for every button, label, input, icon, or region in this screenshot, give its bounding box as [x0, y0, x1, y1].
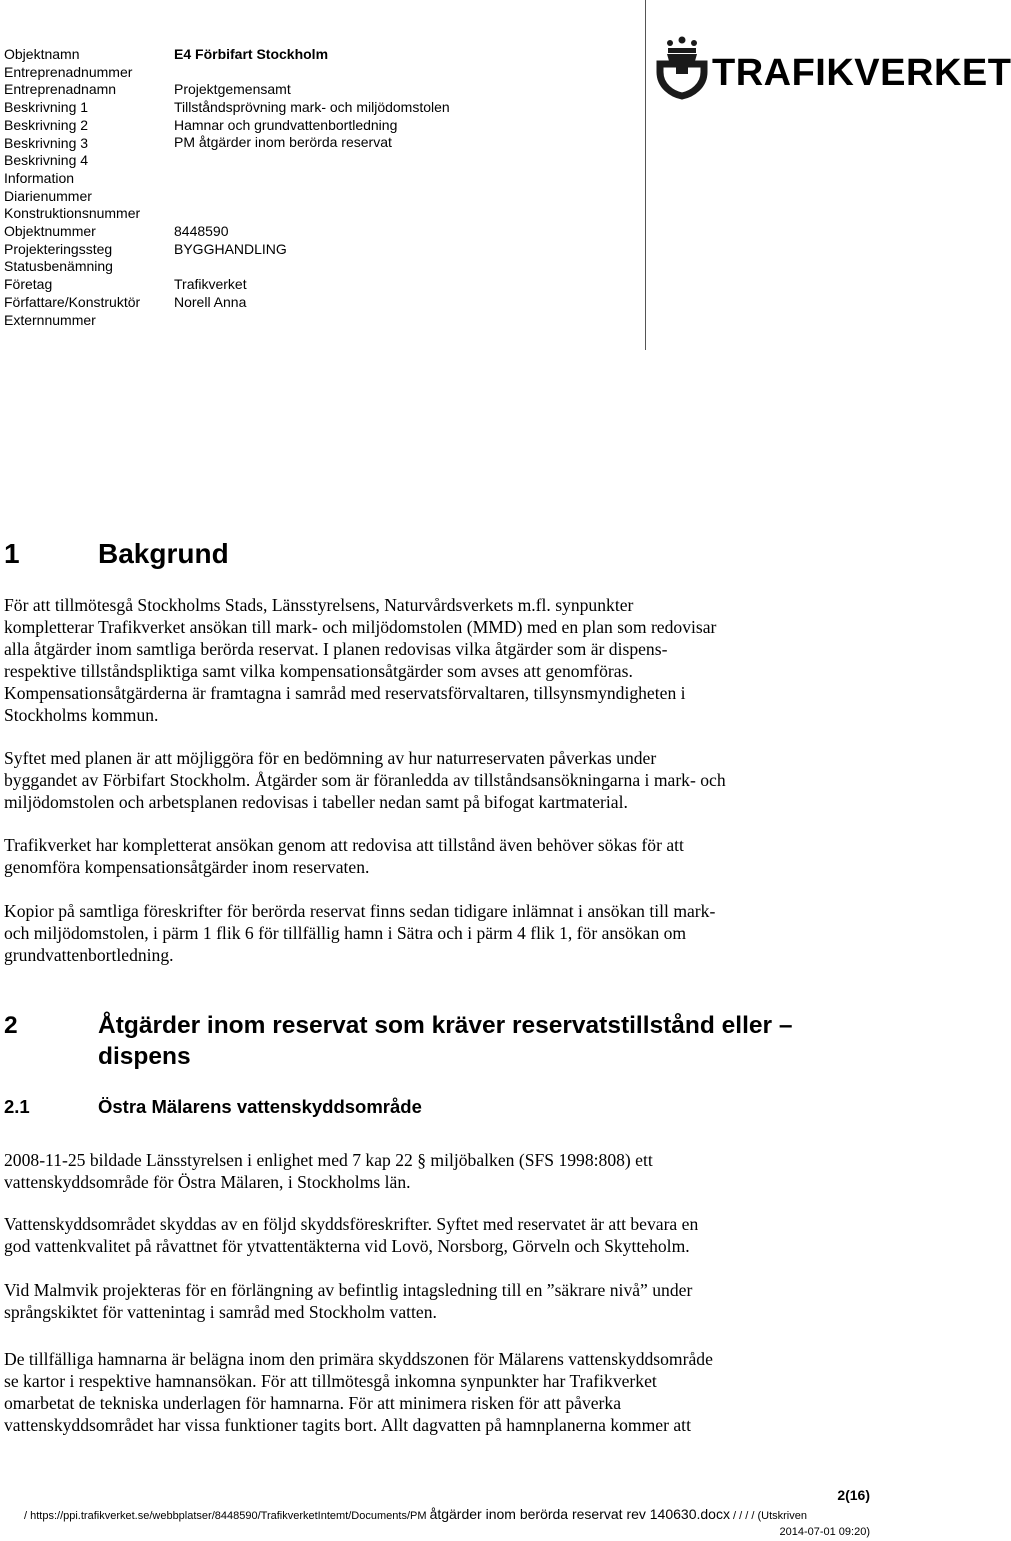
paragraph-line: byggandet av Förbifart Stockholm. Åtgärder som är föranledda av tillståndsansökningarna i mark- och [4, 769, 726, 790]
footer-path-url: / https://ppi.trafikverket.se/webbplatser/8448590/TrafikverketIntemt/Documents/PM [24, 1510, 427, 1522]
beskrivning2-value: Hamnar och grundvattenbortledning [174, 116, 398, 133]
paragraph-4 [4, 901, 934, 967]
metadata-label: Beskrivning 4 [4, 152, 89, 169]
entreprenadnamn-value: Projektgemensamt [174, 81, 291, 98]
metadata-label: Objektnummer [4, 223, 96, 240]
paragraph-line: omarbetat de tekniska underlagen för hamnarna. För att minimera risken för att påverka [4, 1392, 622, 1413]
projekteringssteg-value: BYGGHANDLING [174, 240, 287, 257]
objektnamn-value: E4 Förbifart Stockholm [174, 46, 329, 62]
paragraph-7 [4, 1280, 934, 1324]
metadata-label: Entreprenadnummer [4, 63, 133, 80]
paragraph-line: Vid Malmvik projekteras för en förlängning av befintlig intagsledning till en ”säkrare nivå” under [4, 1280, 693, 1300]
metadata-label: Beskrivning 3 [4, 134, 89, 151]
heading-section-2 [4, 1010, 793, 1072]
objektnummer-value: 8448590 [174, 222, 229, 239]
metadata-label: Information [4, 169, 75, 186]
beskrivning3-value: PM åtgärder inom berörda reservat [174, 134, 392, 151]
foretag-value: Trafikverket [174, 275, 247, 292]
footer-print-date: 2014-07-01 09:20) [779, 1526, 870, 1538]
paragraph-line: språngskiktet för vattenintag i samråd med Stockholm vatten. [4, 1301, 437, 1322]
metadata-label: Beskrivning 2 [4, 116, 89, 133]
paragraph-line: se kartor i respektive hamnansökan. För att tillmötesgå inkomna synpunkter har Trafikverket [4, 1370, 657, 1391]
metadata-label: Diarienummer [4, 187, 92, 204]
paragraph-line: miljödomstolen och arbetsplanen redovisas i tabeller nedan samt på bifogat kartmaterial. [4, 791, 628, 812]
paragraph-line: Stockholms kommun. [4, 704, 159, 725]
footer-path-filename: åtgärder inom berörda reservat rev 140630.docx [429, 1506, 730, 1522]
paragraph-5 [4, 1150, 934, 1194]
paragraph-line: grundvattenbortledning. [4, 944, 174, 965]
forfattare-value: Norell Anna [174, 293, 247, 310]
paragraph-line: genomföra kompensationsåtgärder inom reservaten. [4, 856, 370, 877]
metadata-label: Företag [4, 276, 53, 293]
page-number: 2(16) [837, 1487, 870, 1503]
heading-title: Östra Mälarens vattenskyddsområde [98, 1096, 422, 1117]
heading-title-line2: dispens [98, 1043, 191, 1070]
paragraph-line: För att tillmötesgå Stockholms Stads, Länsstyrelsens, Naturvårdsverkets m.fl. synpunkter [4, 595, 634, 615]
heading-title-line1: Åtgärder inom reservat som kräver reservatstillstånd eller – [98, 1012, 793, 1039]
metadata-label: Beskrivning 1 [4, 99, 89, 116]
paragraph-line: Vattenskyddsområdet skyddas av en följd skyddsföreskrifter. Syftet med reservatet är att bevara en [4, 1214, 699, 1234]
metadata-label: Objektnamn [4, 46, 80, 62]
paragraph-line: alla åtgärder inom samtliga berörda reservat. I planen redovisas vilka åtgärder som är dispens- [4, 638, 668, 659]
entreprenadnummer-value [174, 64, 594, 82]
heading-number: 1 [4, 538, 20, 569]
paragraph-8 [4, 1349, 934, 1437]
paragraph-line: vattenskyddsområdet har vissa funktioner tagits bort. Allt dagvatten på hamnplanerna kommer att [4, 1414, 691, 1435]
metadata-label: Externnummer [4, 311, 96, 328]
paragraph-line: respektive tillståndspliktiga samt vilka kompensationsåtgärder som avses att genomföras. [4, 660, 633, 681]
metadata-label: Projekteringssteg [4, 240, 113, 257]
footer-file-path [24, 1506, 807, 1522]
heading-title: Bakgrund [98, 538, 229, 569]
paragraph-line: Kompensationsåtgärderna är framtagna i samråd med reservatsförvaltaren, tillsynsmyndigheten i [4, 682, 686, 703]
paragraph-line: Trafikverket har kompletterat ansökan genom att redovisa att tillstånd även behöver sökas för att [4, 835, 684, 855]
paragraph-6 [4, 1214, 934, 1258]
paragraph-line: Kopior på samtliga föreskrifter för berörda reservat finns sedan tidigare inlämnat i ansökan till mark- [4, 901, 716, 921]
header-divider [645, 0, 646, 350]
paragraph-line: 2008-11-25 bildade Länsstyrelsen i enlighet med 7 kap 22 § miljöbalken (SFS 1998:808) ett [4, 1150, 653, 1170]
footer-path-tail: / / / / (Utskriven [733, 1510, 807, 1522]
paragraph-line: vattenskyddsområde för Östra Mälaren, i Stockholms län. [4, 1171, 411, 1192]
heading-number: 2.1 [4, 1096, 30, 1117]
heading-number: 2 [4, 1012, 18, 1039]
metadata-values [174, 46, 594, 311]
paragraph-3 [4, 835, 934, 879]
metadata-label: Konstruktionsnummer [4, 205, 141, 222]
beskrivning1-value: Tillståndsprövning mark- och miljödomstolen [174, 99, 450, 116]
heading-bakgrund [4, 538, 229, 570]
paragraph-1 [4, 595, 934, 726]
paragraph-2 [4, 748, 934, 814]
crown-emblem-icon [656, 34, 708, 96]
paragraph-line: Syftet med planen är att möjliggöra för en bedömning av hur naturreservaten påverkas under [4, 748, 657, 768]
heading-section-2-1 [4, 1096, 422, 1118]
metadata-label: Statusbenämning [4, 258, 113, 275]
metadata-label: Entreprenadnamn [4, 81, 117, 98]
metadata-labels [4, 46, 174, 329]
trafikverket-logo [656, 30, 1011, 100]
paragraph-line: De tillfälliga hamnarna är belägna inom den primära skyddszonen för Mälarens vattenskyddsområde [4, 1349, 713, 1369]
metadata-label: Författare/Konstruktör [4, 293, 141, 310]
paragraph-line: god vattenkvalitet på råvattnet för ytvattentäkterna vid Lovö, Norsborg, Görveln och Skytteholm. [4, 1235, 690, 1256]
logo-wordmark: TRAFIKVERKET [712, 52, 1011, 94]
paragraph-line: och miljödomstolen, i pärm 1 flik 6 för tillfällig hamn i Sätra och i pärm 4 flik 1, för ansökan om [4, 922, 687, 943]
paragraph-line: kompletterar Trafikverket ansökan till mark- och miljödomstolen (MMD) med en plan som redovisar [4, 616, 717, 637]
